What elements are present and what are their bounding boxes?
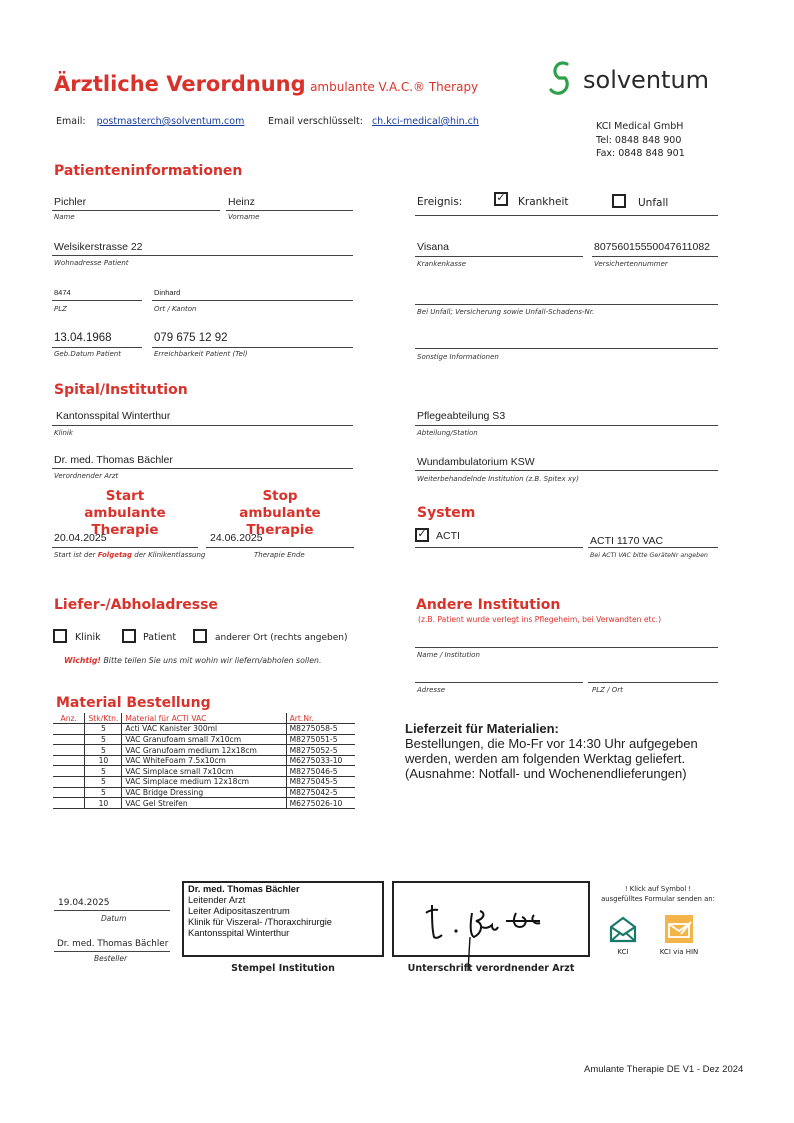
handwritten-signature — [394, 883, 590, 973]
material-name-cell: VAC Gel Streifen — [122, 798, 286, 809]
patient-dob[interactable]: 13.04.1968 — [54, 332, 112, 344]
click-line1: ! Klick auf Symbol ! — [624, 885, 692, 893]
material-row — [53, 745, 355, 756]
section-other-institution: Andere Institution — [416, 597, 561, 613]
section-institution: Spital/Institution — [54, 382, 188, 398]
send-hin-button[interactable] — [664, 914, 694, 944]
material-name-cell: Acti VAC Kanister 300ml — [122, 724, 286, 735]
label-dob: Geb.Datum Patient — [54, 350, 121, 358]
stamp-caption: Stempel Institution — [231, 963, 335, 974]
delivery-clinic-label: Klinik — [75, 632, 101, 643]
patient-phone[interactable]: 079 675 12 92 — [154, 332, 228, 344]
label-insured-number: Versichertennummer — [594, 260, 668, 268]
material-qty-cell[interactable] — [53, 755, 85, 766]
patient-city[interactable]: Dinhard — [154, 288, 181, 297]
label-follow-up: Weiterbehandelnde Institution (z.B. Spitex xy) — [417, 475, 579, 483]
checkbox-illness[interactable] — [494, 192, 508, 206]
checkbox-delivery-other[interactable] — [193, 629, 207, 643]
envelope-icon — [608, 914, 638, 944]
material-qty-cell[interactable] — [53, 724, 85, 735]
solventum-logo — [545, 60, 715, 104]
material-row — [53, 777, 355, 788]
stamp-text — [184, 883, 382, 940]
form-title — [54, 72, 478, 96]
start-label-a: Start ist der — [54, 551, 98, 559]
material-per-box-cell: 5 — [85, 766, 122, 777]
check-icon: ✓ — [417, 527, 427, 540]
click-line2: ausgefülltes Formular senden an: — [601, 895, 715, 903]
delivery-note-text: Bitte teilen Sie uns mit wohin wir liefern/abholen sollen. — [100, 656, 322, 665]
label-date: Datum — [101, 914, 127, 923]
material-name-cell: VAC Simplace medium 12x18cm — [122, 777, 286, 788]
solventum-logo-icon — [545, 60, 579, 104]
material-name-cell: VAC WhiteFoam 7.5x10cm — [122, 755, 286, 766]
material-qty-cell[interactable] — [53, 766, 85, 777]
send-kci-button[interactable] — [608, 914, 638, 944]
label-name: Name — [54, 213, 75, 221]
delivery-time-block — [405, 721, 698, 781]
title-main: Ärztliche Verordnung — [54, 72, 306, 96]
delivery-patient-label: Patient — [143, 632, 177, 643]
stamp-line: Leitender Arzt — [188, 895, 246, 905]
material-row — [53, 734, 355, 745]
signature-box[interactable] — [392, 881, 590, 957]
material-row — [53, 766, 355, 777]
material-qty-cell[interactable] — [53, 734, 85, 745]
material-article-cell: M8275052-5 — [286, 745, 355, 756]
label-insurer: Krankenkasse — [417, 260, 466, 268]
patient-address[interactable]: Welsikerstrasse 22 — [54, 241, 143, 253]
company-name: KCI Medical GmbH — [596, 121, 684, 132]
delivery-note-bold: Wichtig! — [64, 656, 101, 665]
materials-header-row — [53, 713, 355, 724]
material-qty-cell[interactable] — [53, 787, 85, 798]
col-header-article: Art.Nr. — [286, 713, 355, 724]
material-name-cell: VAC Simplace small 7x10cm — [122, 766, 286, 777]
stamp-line: Dr. med. Thomas Bächler — [188, 884, 300, 894]
material-row — [53, 787, 355, 798]
option-illness-label: Krankheit — [518, 196, 569, 208]
col-header-per-box: Stk/Ktn. — [85, 713, 122, 724]
checkbox-delivery-patient[interactable] — [122, 629, 136, 643]
checkbox-accident[interactable] — [612, 194, 626, 208]
material-qty-cell[interactable] — [53, 777, 85, 788]
col-header-qty: Anz. — [53, 713, 85, 724]
device-value[interactable]: ACTI 1170 VAC — [590, 535, 664, 547]
email-enc-row — [268, 116, 479, 127]
orderer-name[interactable]: Dr. med. Thomas Bächler — [57, 939, 169, 949]
label-city: Ort / Kanton — [154, 305, 197, 313]
materials-table — [53, 713, 355, 809]
material-per-box-cell: 5 — [85, 777, 122, 788]
hin-mail-icon — [664, 914, 694, 944]
email-row — [56, 116, 244, 127]
option-acti-label: ACTI — [436, 530, 460, 542]
delivery-time-line1: Bestellungen, die Mo-Fr vor 14:30 Uhr aufgegeben — [405, 736, 698, 751]
material-article-cell: M6275033-10 — [286, 755, 355, 766]
label-doctor: Verordnender Arzt — [54, 472, 119, 480]
material-article-cell: M8275058-5 — [286, 724, 355, 735]
department-value[interactable]: Pflegeabteilung S3 — [417, 410, 506, 422]
material-qty-cell[interactable] — [53, 798, 85, 809]
label-other-address: Adresse — [417, 686, 446, 694]
end-date-value[interactable]: 24.06.2025 — [210, 532, 263, 544]
material-row — [53, 755, 355, 766]
material-per-box-cell: 5 — [85, 787, 122, 798]
label-address: Wohnadresse Patient — [54, 259, 129, 267]
start-date-value[interactable]: 20.04.2025 — [54, 532, 107, 544]
label-start-date — [54, 551, 205, 559]
patient-plz[interactable]: 8474 — [54, 288, 71, 297]
title-subtitle: ambulante V.A.C.® Therapy — [310, 80, 479, 94]
label-other-info: Sonstige Informationen — [417, 353, 499, 361]
label-device: Bei ACTI VAC bitte GeräteNr angeben — [590, 552, 708, 559]
delivery-note — [64, 656, 321, 665]
material-per-box-cell: 5 — [85, 745, 122, 756]
material-per-box-cell: 5 — [85, 734, 122, 745]
label-accident-insurance: Bei Unfall; Versicherung sowie Unfall-Schadens-Nr. — [417, 308, 595, 316]
company-fax: Fax: 0848 848 901 — [596, 148, 685, 159]
material-article-cell: M8275046-5 — [286, 766, 355, 777]
checkbox-delivery-clinic[interactable] — [53, 629, 67, 643]
label-clinic: Klinik — [54, 429, 73, 437]
send-kci-label: KCI — [617, 948, 629, 956]
insured-number-value[interactable]: 80756015550047611082 — [594, 241, 711, 253]
delivery-time-line2: werden, werden am folgenden Werktag geliefert. — [405, 751, 686, 766]
logo-text: solventum — [583, 66, 710, 94]
material-article-cell: M8275051-5 — [286, 734, 355, 745]
label-phone: Erreichbarkeit Patient (Tel) — [154, 350, 248, 358]
material-name-cell: VAC Granufoam small 7x10cm — [122, 734, 286, 745]
follow-up-value[interactable]: Wundambulatorium KSW — [417, 456, 535, 468]
email-link[interactable]: postmasterch@solventum.com — [96, 116, 245, 127]
checkbox-acti[interactable] — [415, 528, 429, 542]
send-instructions — [588, 884, 728, 904]
email-enc-link[interactable]: ch.kci-medical@hin.ch — [371, 116, 479, 127]
insurer-value[interactable]: Visana — [417, 241, 449, 253]
label-end-date: Therapie Ende — [254, 551, 305, 559]
send-hin-label: KCI via HIN — [659, 948, 699, 956]
event-label: Ereignis: — [417, 196, 463, 208]
label-orderer: Besteller — [94, 954, 128, 963]
section-materials: Material Bestellung — [56, 695, 211, 711]
stamp-line: Klinik für Viszeral- /Thoraxchirurgie — [188, 917, 332, 927]
material-per-box-cell: 5 — [85, 724, 122, 735]
material-article-cell: M8275045-5 — [286, 777, 355, 788]
section-patient: Patienteninformationen — [54, 163, 243, 179]
col-header-material: Material für ACTI VAC — [122, 713, 286, 724]
material-article-cell: M8275042-5 — [286, 787, 355, 798]
company-tel: Tel: 0848 848 900 — [596, 134, 682, 146]
check-icon: ✓ — [496, 191, 506, 204]
section-delivery: Liefer-/Abholadresse — [54, 597, 218, 613]
section-system: System — [417, 505, 476, 521]
material-name-cell: VAC Bridge Dressing — [122, 787, 286, 798]
email-enc-label: Email verschlüsselt: — [268, 116, 363, 127]
delivery-time-line3: (Ausnahme: Notfall- und Wochenendlieferungen) — [405, 766, 687, 781]
stamp-box — [182, 881, 384, 957]
patient-first-name[interactable]: Heinz — [228, 196, 255, 208]
label-department: Abteilung/Station — [417, 429, 478, 437]
clinic-value[interactable]: Kantonsspital Winterthur — [56, 410, 171, 422]
stamp-line: Kantonsspital Winterthur — [188, 928, 290, 938]
material-article-cell: M6275026-10 — [286, 798, 355, 809]
footer-version: Amulante Therapie DE V1 - Dez 2024 — [584, 1064, 744, 1075]
material-qty-cell[interactable] — [53, 745, 85, 756]
label-other-plz: PLZ / Ort — [592, 686, 623, 694]
start-line1: Start — [105, 488, 145, 504]
option-accident-label: Unfall — [638, 197, 669, 209]
label-plz: PLZ — [54, 305, 67, 313]
delivery-time-heading: Lieferzeit für Materialien: — [405, 721, 559, 736]
other-institution-subtitle: (z.B. Patient wurde verlegt ins Pflegeheim, bei Verwandten etc.) — [418, 615, 662, 624]
signature-caption: Unterschrift verordnender Arzt — [407, 963, 575, 974]
start-line2: ambulante Therapie — [84, 505, 166, 538]
company-contact — [596, 120, 685, 161]
material-row — [53, 798, 355, 809]
material-per-box-cell: 10 — [85, 755, 122, 766]
start-label-c: der Klinikentlassung — [132, 551, 206, 559]
stamp-line: Leiter Adipositaszentrum — [188, 906, 290, 916]
delivery-other-label: anderer Ort (rechts angeben) — [215, 633, 348, 643]
stop-line2: ambulante Therapie — [239, 505, 321, 538]
start-label-b: Folgetag — [97, 551, 133, 559]
material-row — [53, 724, 355, 735]
doctor-value[interactable]: Dr. med. Thomas Bächler — [54, 454, 173, 466]
label-vorname: Vorname — [228, 213, 260, 221]
email-label: Email: — [56, 116, 86, 127]
label-other-name: Name / Institution — [417, 651, 480, 659]
stop-line1: Stop — [262, 488, 298, 504]
patient-last-name[interactable]: Pichler — [54, 196, 87, 208]
signature-date[interactable]: 19.04.2025 — [58, 898, 110, 908]
material-per-box-cell: 10 — [85, 798, 122, 809]
material-name-cell: VAC Granufoam medium 12x18cm — [122, 745, 286, 756]
